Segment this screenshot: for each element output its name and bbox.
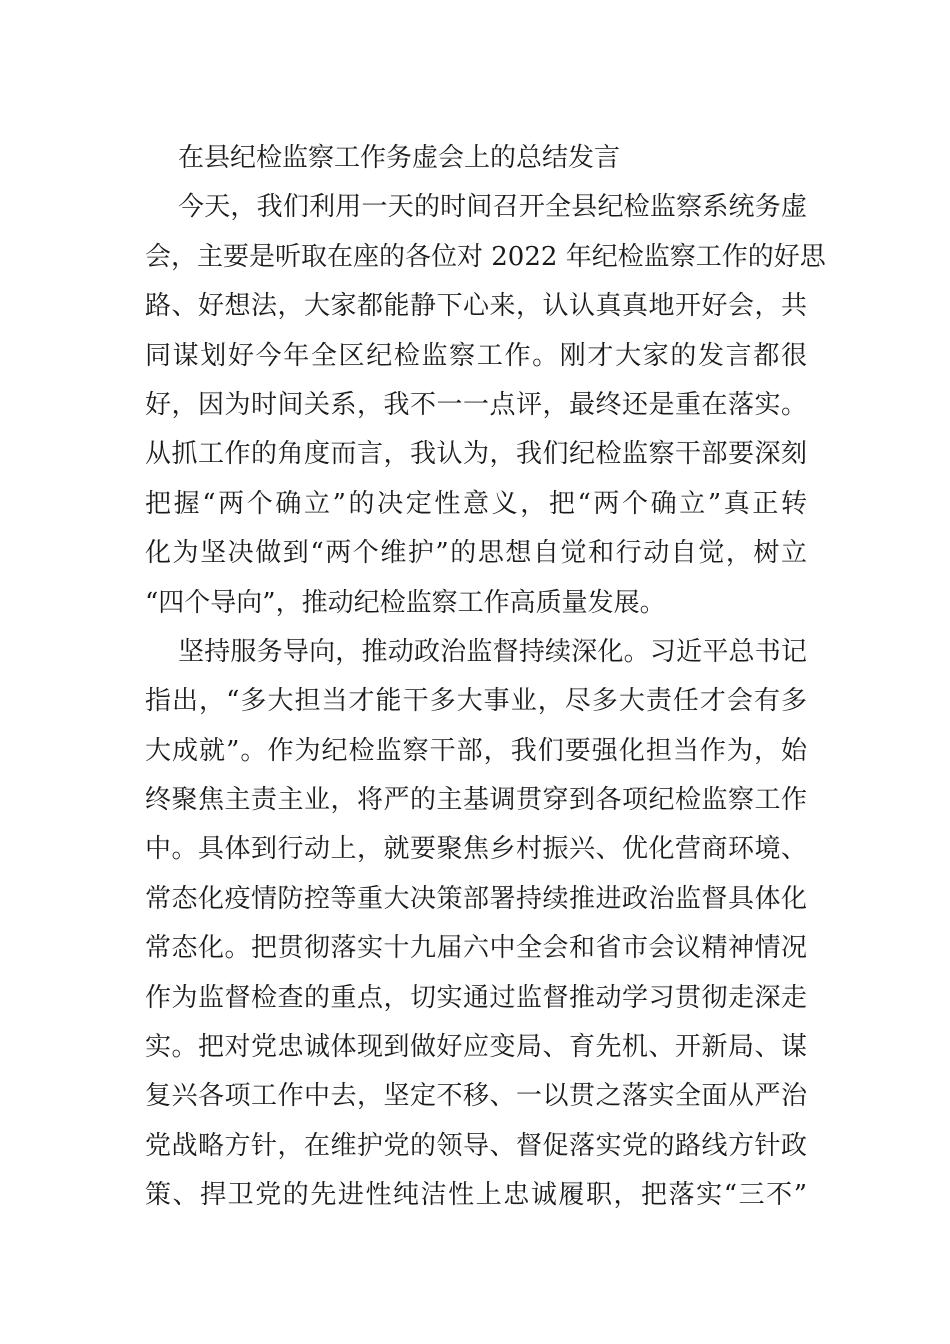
paragraph-line: 指出，“多大担当才能干多大事业，尽多大责任才会有多 xyxy=(145,686,807,717)
paragraph-line: 会，主要是听取在座的各位对 2022 年纪检监察工作的好思 xyxy=(145,241,826,272)
paragraph-line: 坚持服务导向，推动政治监督持续深化。习近平总书记 xyxy=(178,636,807,667)
paragraph-line: 今天，我们利用一天的时间召开全县纪检监察系统务虚 xyxy=(178,192,807,223)
paragraph-line: 同谋划好今年全区纪检监察工作。刚才大家的发言都很 xyxy=(145,340,807,371)
paragraph-line: 好，因为时间关系，我不一一点评，最终还是重在落实。 xyxy=(145,389,807,420)
paragraph-2 xyxy=(145,628,807,1221)
paragraph-line: 路、好想法，大家都能静下心来，认认真真地开好会，共 xyxy=(145,291,807,322)
paragraph-line: 终聚焦主责主业，将严的主基调贯穿到各项纪检监察工作 xyxy=(145,785,807,816)
paragraph-line: 化为坚决做到“两个维护”的思想自觉和行动自觉，树立 xyxy=(145,538,807,569)
document-body xyxy=(145,134,826,1221)
paragraph-line: 大成就”。作为纪检监察干部，我们要强化担当作为，始 xyxy=(145,735,807,766)
document-title: 在县纪检监察工作务虚会上的总结发言 xyxy=(178,143,621,173)
paragraph-line: 策、捍卫党的先进性纯洁性上忠诚履职，把落实“三不” xyxy=(145,1180,807,1211)
paragraph-line: “四个导向”，推动纪检监察工作高质量发展。 xyxy=(145,587,666,618)
paragraph-line: 复兴各项工作中去，坚定不移、一以贯之落实全面从严治 xyxy=(145,1081,807,1112)
paragraph-line: 把握“两个确立”的决定性意义，把“两个确立”真正转 xyxy=(145,488,807,519)
paragraph-1 xyxy=(145,183,826,628)
paragraph-line: 作为监督检查的重点，切实通过监督推动学习贯彻走深走 xyxy=(145,982,807,1013)
paragraph-line: 中。具体到行动上，就要聚焦乡村振兴、优化营商环境、 xyxy=(145,834,807,865)
paragraph-line: 党战略方针，在维护党的领导、督促落实党的路线方针政 xyxy=(145,1130,807,1161)
paragraph-line: 从抓工作的角度而言，我认为，我们纪检监察干部要深刻 xyxy=(145,439,807,470)
paragraph-line: 实。把对党忠诚体现到做好应变局、育先机、开新局、谋 xyxy=(145,1032,807,1063)
paragraph-line: 常态化疫情防控等重大决策部署持续推进政治监督具体化 xyxy=(145,883,807,914)
paragraph-line: 常态化。把贯彻落实十九届六中全会和省市会议精神情况 xyxy=(145,933,807,964)
